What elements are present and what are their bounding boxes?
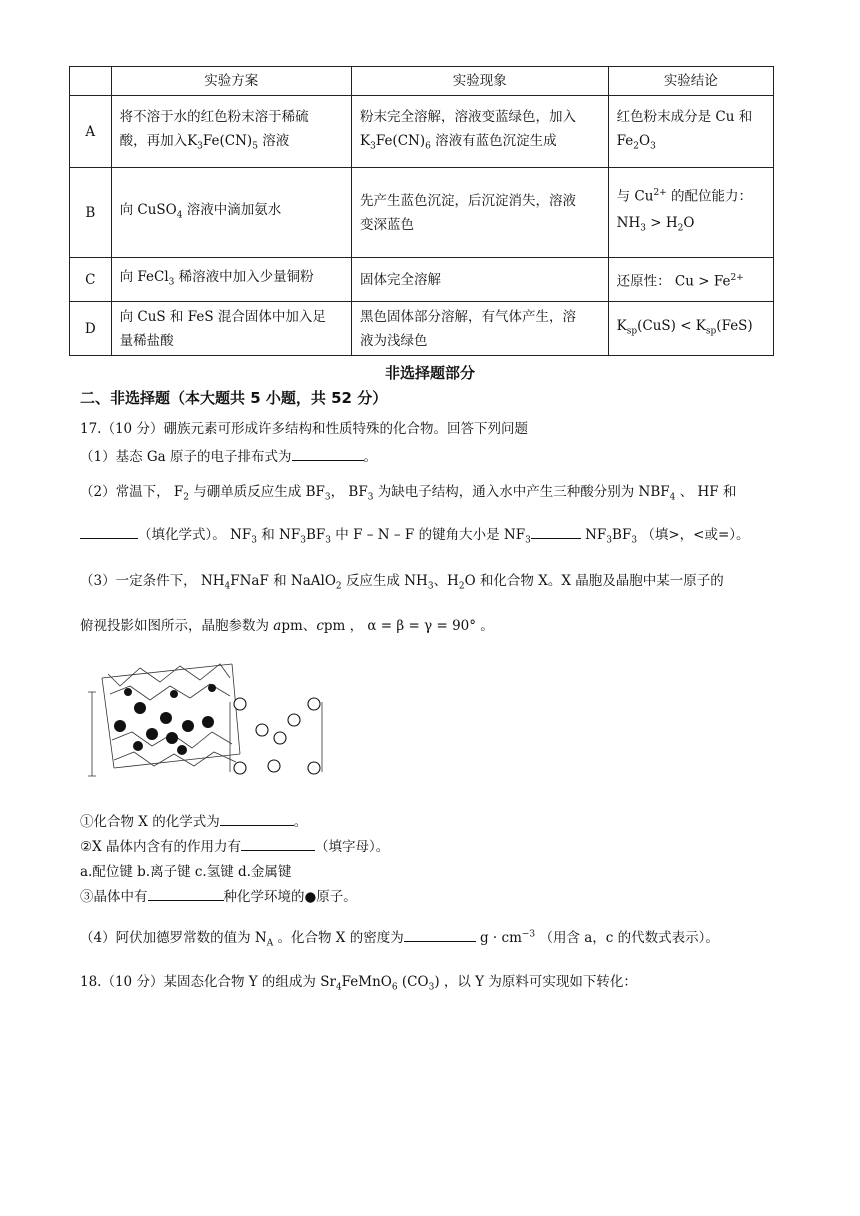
table-row-c bbox=[70, 258, 774, 302]
phenomenon-cell: 粉末完全溶解，溶液变蓝绿色，加入 $K_3Fe(CN)_6$ 溶液有蓝色沉淀生成 bbox=[351, 96, 608, 168]
q17-part3-line1: （3）一定条件下， $NH_4FNaF$ 和 NaAlO$_2$ 反应生成 $NH_3$、$H_2O$ 和化合物 X。X 晶胞及晶胞中某一原子的 bbox=[80, 573, 724, 592]
table-row-d bbox=[70, 302, 774, 356]
q17-sub3: ③晶体中有 种化学环境的●原子。 bbox=[80, 885, 357, 905]
scheme-cell: 将不溶于水的红色粉末溶于稀硫 酸，再加入$K_3Fe(CN)_5$ 溶液 bbox=[111, 96, 351, 168]
answer-blank[interactable] bbox=[241, 836, 315, 851]
answer-blank[interactable] bbox=[148, 886, 224, 901]
phenomenon-cell: 黑色固体部分溶解，有气体产生，溶 液为浅绿色 bbox=[351, 302, 608, 356]
answer-blank[interactable] bbox=[220, 811, 294, 826]
row-label: C bbox=[70, 258, 112, 302]
crystal-structure-figure bbox=[80, 656, 330, 788]
q17-sub1: ①化合物 X 的化学式为 。 bbox=[80, 810, 307, 830]
row-label: D bbox=[70, 302, 112, 356]
q18-intro: 18.（10 分）某固态化合物 Y 的组成为 $Sr_4FeMnO_6$ $(CO_3)$ ，以 Y 为原料可实现如下转化： bbox=[80, 974, 637, 993]
answer-blank[interactable] bbox=[292, 446, 364, 461]
header-phenomenon: 实验现象 bbox=[351, 67, 608, 96]
q17-part4: （4）阿伏加德罗常数的值为 $N_A$ 。化合物 X 的密度为 $g \cdot cm^{-3}$ （用含 a，c 的代数式表示）。 bbox=[80, 926, 719, 949]
header-conclusion: 实验结论 bbox=[608, 67, 773, 96]
q17-options: a.配位键 b.离子键 c.氢键 d.金属键 bbox=[80, 864, 292, 880]
q17-sub2: ②X 晶体内含有的作用力有 （填字母）。 bbox=[80, 835, 389, 855]
q17-part2-line1: （2）常温下， $F_2$ 与硼单质反应生成 $BF_3$， $BF_3$ 为缺电子结构，通入水中产生三种酸分别为 $NBF_4$ 、 HF 和 bbox=[80, 484, 737, 503]
conclusion-cell: 还原性： $Cu > Fe^{2+}$ bbox=[608, 258, 773, 302]
section-title: 非选择题部分 bbox=[384, 364, 475, 382]
scheme-cell: 向 CuS 和 FeS 混合固体中加入足 量稀盐酸 bbox=[111, 302, 351, 356]
q17-intro: 17.（10 分）硼族元素可形成许多结构和性质特殊的化合物。回答下列问题 bbox=[80, 421, 528, 437]
answer-blank[interactable] bbox=[80, 524, 138, 539]
table-header-row bbox=[70, 67, 774, 96]
header-scheme: 实验方案 bbox=[111, 67, 351, 96]
table-row-a bbox=[70, 96, 774, 168]
q17-part2-line2: （填化学式）。 $NF_3$ 和 $NF_3BF_3$ 中 F – N – F 的键角大小是 $NF_3$ $NF_3BF_3$ （填>，<或=）。 bbox=[80, 523, 750, 546]
scheme-cell: 向 CuSO$_4$ 溶液中滴加氨水 bbox=[111, 168, 351, 258]
row-label: A bbox=[70, 96, 112, 168]
phenomenon-cell: 先产生蓝色沉淀，后沉淀消失，溶液 变深蓝色 bbox=[351, 168, 608, 258]
experiment-table bbox=[69, 66, 774, 356]
phenomenon-cell: 固体完全溶解 bbox=[351, 258, 608, 302]
section-heading: 二、非选择题（本大题共 5 小题，共 52 分） bbox=[80, 389, 388, 407]
row-label: B bbox=[70, 168, 112, 258]
scheme-cell: 向 FeCl$_3$ 稀溶液中加入少量铜粉 bbox=[111, 258, 351, 302]
conclusion-cell: 与 $Cu^{2+}$ 的配位能力： $NH_3 > H_2O$ bbox=[608, 168, 773, 258]
conclusion-cell: $K_{sp}(CuS) < K_{sp}(FeS)$ bbox=[608, 302, 773, 356]
answer-blank[interactable] bbox=[531, 524, 581, 539]
q17-part1: （1）基态 Ga 原子的电子排布式为 。 bbox=[80, 445, 377, 465]
header-cell bbox=[70, 67, 112, 96]
table-row-b bbox=[70, 168, 774, 258]
conclusion-cell: 红色粉末成分是 Cu 和 $Fe_2O_3$ bbox=[608, 96, 773, 168]
answer-blank[interactable] bbox=[404, 927, 476, 942]
q17-part3-line2: 俯视投影如图所示，晶胞参数为 apm、cpm ， α = β = γ = 90° 。 bbox=[80, 618, 494, 634]
